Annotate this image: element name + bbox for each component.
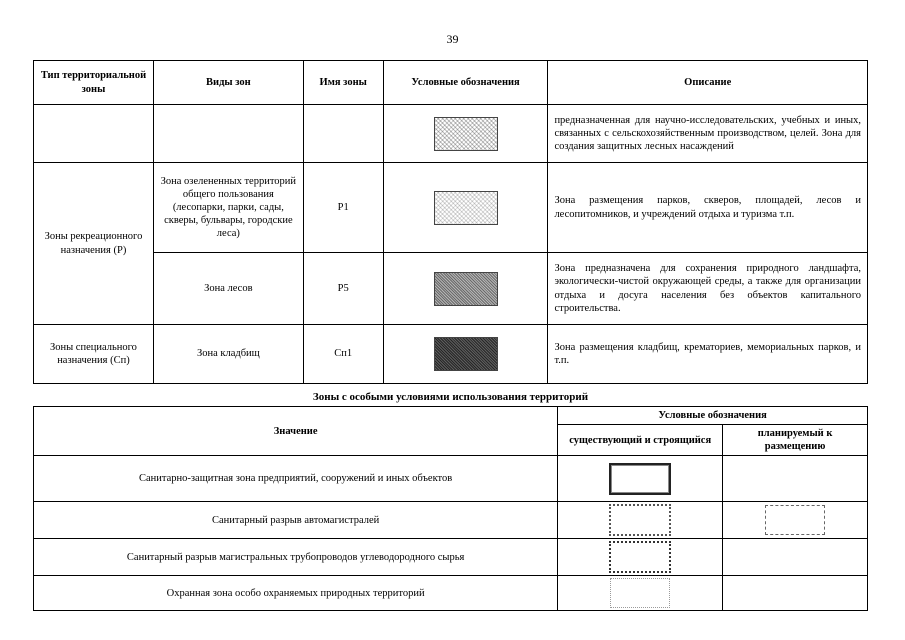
special-zone-label: Санитарно-защитная зона предприятий, сооружений и иных объектов [34, 456, 558, 502]
header-zone-name: Имя зоны [303, 61, 383, 105]
legend-swatch-forest [434, 272, 498, 306]
zone-name: Сп1 [303, 325, 383, 384]
legend-swatch-green-areas [434, 191, 498, 225]
zones-table [33, 60, 868, 384]
zone-description: Зона предназначена для сохранения природного ландшафта, экологически-чистой окружающей среды, а также для организации отдыха и досуга населения без объектов капитального строительства. [548, 253, 868, 325]
table-row [34, 325, 868, 384]
legend-frame-highway-gap [609, 504, 671, 536]
special-zone-label: Санитарный разрыв магистральных трубопроводов углеводородного сырья [34, 539, 558, 576]
zone-name: Р5 [303, 253, 383, 325]
zone-name: Р1 [303, 163, 383, 253]
zone-description: предназначенная для научно-исследовательских, учебных и иных, связанных с сельскохозяйственным производством, целей. Зона для создания защитных лесных насаждений [548, 105, 868, 163]
header-value: Значение [34, 407, 558, 456]
table-row [34, 539, 868, 576]
legend-swatch-cemetery [434, 337, 498, 371]
table-row [34, 163, 868, 253]
legend-frame-protected-area [610, 578, 670, 608]
table-row [34, 105, 868, 163]
legend-frame-pipeline-gap [609, 541, 671, 573]
special-use-title: Зоны с особыми условиями использования территорий [312, 391, 589, 403]
header-planned: планируемый к размещению [723, 425, 868, 456]
legend-frame-highway-gap-planned [765, 505, 825, 535]
legend-frame-sanitary-protection [609, 463, 671, 495]
header-zone-type: Тип территориальной зоны [34, 61, 154, 105]
zones-table-header [34, 61, 868, 105]
table-row [34, 502, 868, 539]
header-legend: Условные обозначения [558, 407, 868, 425]
zone-kind: Зона лесов [153, 253, 303, 325]
zone-kind: Зона кладбищ [153, 325, 303, 384]
table-row [34, 576, 868, 611]
zone-type-special: Зоны специального назначения (Сп) [34, 325, 154, 384]
legend-swatch-agricultural [434, 117, 498, 151]
special-zone-label: Санитарный разрыв автомагистралей [34, 502, 558, 539]
zone-description: Зона размещения парков, скверов, площадей, лесов и лесопитомников, и учреждений отдыха и туризма т.п. [548, 163, 868, 253]
special-use-table [33, 406, 868, 611]
header-legend: Условные обозначения [383, 61, 548, 105]
zone-description: Зона размещения кладбищ, крематориев, мемориальных парков, и т.п. [548, 325, 868, 384]
table-row [34, 456, 868, 502]
header-existing: существующий и строящийся [558, 425, 723, 456]
table-row [34, 253, 868, 325]
page-number: 39 [446, 32, 459, 46]
zone-type-recreation: Зоны рекреационного назначения (Р) [34, 163, 154, 325]
special-zone-label: Охранная зона особо охраняемых природных территорий [34, 576, 558, 611]
header-description: Описание [548, 61, 868, 105]
header-zone-kinds: Виды зон [153, 61, 303, 105]
zone-kind: Зона озелененных территорий общего пользования (лесопарки, парки, сады, скверы, бульвары, городские леса) [153, 163, 303, 253]
